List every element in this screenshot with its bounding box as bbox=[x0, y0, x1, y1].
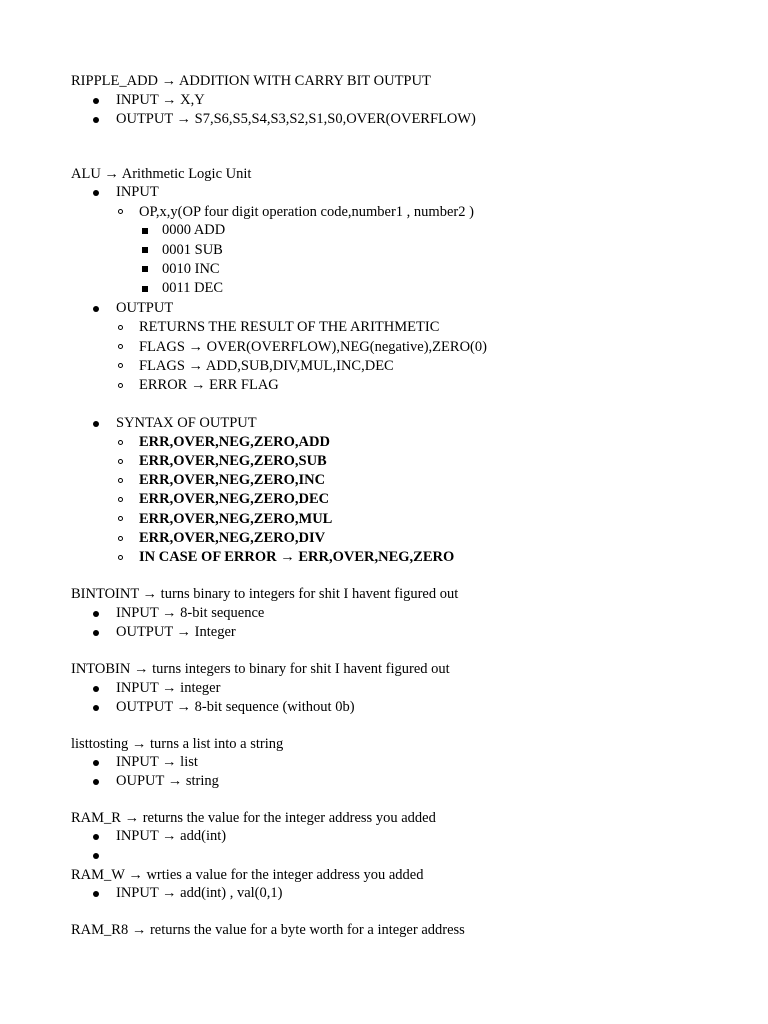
ram-r-heading: RAM_R → returns the value for the integer address you added bbox=[71, 810, 436, 826]
alu-opcode-sub: 0001 SUB bbox=[162, 242, 223, 258]
alu-syntax-div: ERR,OVER,NEG,ZERO,DIV bbox=[139, 530, 326, 546]
bullet-circle-icon bbox=[118, 459, 123, 464]
alu-opcode-add: 0000 ADD bbox=[162, 222, 226, 238]
bullet-circle-icon bbox=[118, 209, 123, 214]
bintoint-heading: BINTOINT → turns binary to integers for shit I havent figured out bbox=[71, 586, 459, 602]
alu-output-flags-status: FLAGS → OVER(OVERFLOW),NEG(negative),ZERO(0) bbox=[139, 339, 487, 355]
ripple-add-output: OUTPUT → S7,S6,S5,S4,S3,S2,S1,S0,OVER(OVERFLOW) bbox=[116, 111, 476, 127]
alu-syntax-inc: ERR,OVER,NEG,ZERO,INC bbox=[139, 472, 326, 488]
alu-input-sub: OP,x,y(OP four digit operation code,number1 , number2 ) bbox=[139, 204, 474, 220]
bullet-circle-icon bbox=[118, 497, 123, 502]
ripple-add-input: INPUT → X,Y bbox=[116, 92, 205, 108]
bullet-disc-icon bbox=[93, 98, 99, 104]
alu-syntax-mul: ERR,OVER,NEG,ZERO,MUL bbox=[139, 511, 333, 527]
ripple-add-heading: RIPPLE_ADD → ADDITION WITH CARRY BIT OUTPUT bbox=[71, 73, 431, 89]
bullet-square-icon bbox=[142, 247, 148, 253]
alu-output-flags-ops: FLAGS → ADD,SUB,DIV,MUL,INC,DEC bbox=[139, 358, 394, 374]
bintoint-input: INPUT → 8-bit sequence bbox=[116, 605, 265, 621]
bullet-disc-icon bbox=[93, 421, 99, 427]
bullet-circle-icon bbox=[118, 440, 123, 445]
bintoint-output: OUTPUT → Integer bbox=[116, 624, 236, 640]
ram-r-input: INPUT → add(int) bbox=[116, 828, 227, 844]
ram-w-input: INPUT → add(int) , val(0,1) bbox=[116, 885, 283, 901]
alu-heading: ALU → Arithmetic Logic Unit bbox=[71, 166, 252, 182]
bullet-square-icon bbox=[142, 228, 148, 234]
alu-syntax-sub: ERR,OVER,NEG,ZERO,SUB bbox=[139, 453, 327, 469]
alu-opcode-inc: 0010 INC bbox=[162, 261, 220, 277]
bullet-circle-icon bbox=[118, 344, 123, 349]
bullet-circle-icon bbox=[118, 516, 123, 521]
ram-r8-heading: RAM_R8 → returns the value for a byte worth for a integer address bbox=[71, 922, 465, 938]
bullet-circle-icon bbox=[118, 383, 123, 388]
ram-w-heading: RAM_W → wrties a value for the integer address you added bbox=[71, 867, 424, 883]
bullet-disc-icon bbox=[93, 760, 99, 766]
bullet-disc-icon bbox=[93, 630, 99, 636]
bullet-disc-icon bbox=[93, 834, 99, 840]
bullet-disc-icon bbox=[93, 306, 99, 312]
intobin-output: OUTPUT → 8-bit sequence (without 0b) bbox=[116, 699, 355, 715]
alu-syntax-add: ERR,OVER,NEG,ZERO,ADD bbox=[139, 434, 330, 450]
alu-syntax-label: SYNTAX OF OUTPUT bbox=[116, 415, 257, 431]
bullet-disc-icon bbox=[93, 190, 99, 196]
bullet-disc-icon bbox=[93, 686, 99, 692]
bullet-disc-icon bbox=[93, 705, 99, 711]
alu-syntax-dec: ERR,OVER,NEG,ZERO,DEC bbox=[139, 491, 330, 507]
alu-output-result: RETURNS THE RESULT OF THE ARITHMETIC bbox=[139, 319, 440, 335]
bullet-circle-icon bbox=[118, 363, 123, 368]
alu-opcode-dec: 0011 DEC bbox=[162, 280, 224, 296]
bullet-circle-icon bbox=[118, 325, 123, 330]
listtosting-input: INPUT → list bbox=[116, 754, 198, 770]
bullet-circle-icon bbox=[118, 478, 123, 483]
intobin-heading: INTOBIN → turns integers to binary for shit I havent figured out bbox=[71, 661, 450, 677]
bullet-circle-icon bbox=[118, 555, 123, 560]
listtosting-output: OUPUT → string bbox=[116, 773, 219, 789]
intobin-input: INPUT → integer bbox=[116, 680, 221, 696]
bullet-disc-icon bbox=[93, 779, 99, 785]
bullet-circle-icon bbox=[118, 536, 123, 541]
bullet-square-icon bbox=[142, 266, 148, 272]
bullet-disc-icon bbox=[93, 117, 99, 123]
bullet-disc-icon bbox=[93, 611, 99, 617]
listtosting-heading: listtosting → turns a list into a string bbox=[71, 736, 284, 752]
alu-output-label: OUTPUT bbox=[116, 300, 174, 316]
alu-syntax-error: IN CASE OF ERROR → ERR,OVER,NEG,ZERO bbox=[139, 549, 455, 565]
bullet-disc-icon bbox=[93, 891, 99, 897]
bullet-square-icon bbox=[142, 286, 148, 292]
alu-input-label: INPUT bbox=[116, 184, 159, 200]
alu-output-error: ERROR → ERR FLAG bbox=[139, 377, 279, 393]
bullet-disc-icon bbox=[93, 853, 99, 859]
